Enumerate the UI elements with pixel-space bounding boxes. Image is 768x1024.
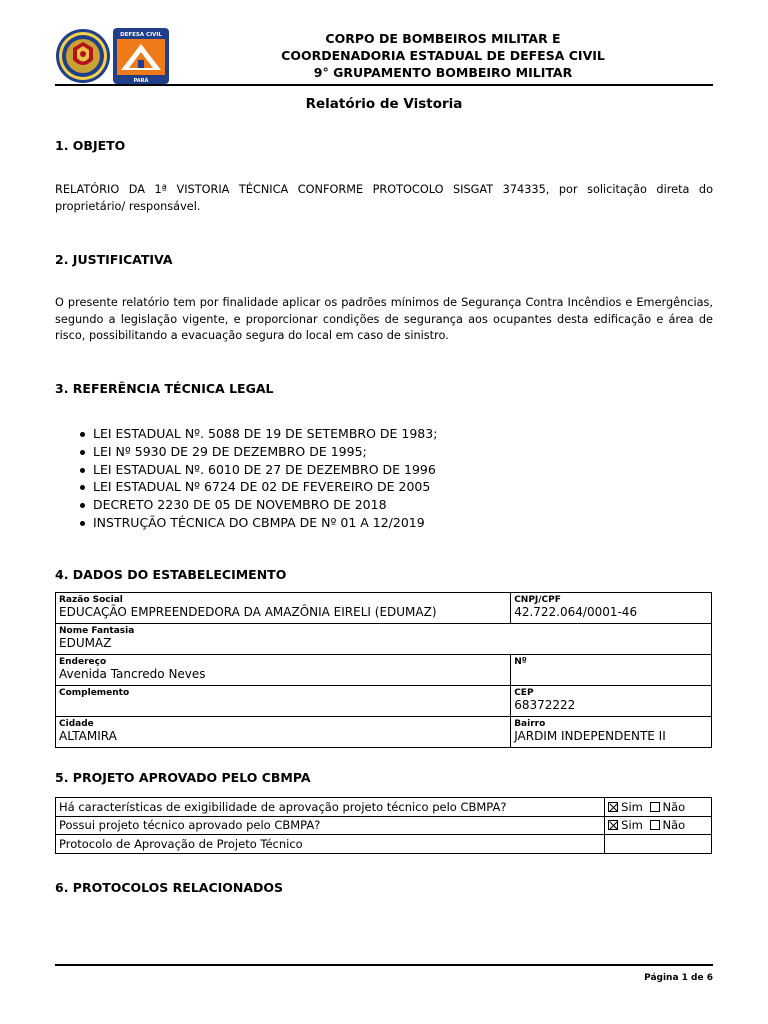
approval-question-cell: Protocolo de Aprovação de Projeto Técnico [56,835,605,854]
section-3-title: 3. REFERÊNCIA TÉCNICA LEGAL [55,381,274,396]
section-2-text: O presente relatório tem por finalidade aplicar os padrões mínimos de Segurança Contra Incêndios e Emergências, segundo a legislação vigente, e proporcionar condições de segurança aos ocupantes desta edificação e área de risco, possibilitando a evacuação segura do local em caso de sinistro. [55,296,713,342]
legal-references-list [78,425,437,532]
page-number: Página 1 de 6 [644,973,713,983]
table-row [56,816,712,835]
complemento-label: Complemento [59,688,130,698]
bairro-cell [511,717,712,748]
header-line-1: CORPO DE BOMBEIROS MILITAR E [325,31,561,46]
cep-value: 68372222 [514,698,576,712]
list-item: LEI ESTADUAL Nº 6724 DE 02 DE FEVEREIRO DE 2005 [78,478,437,496]
cep-label: CEP [514,688,534,698]
header-line-3: 9° GRUPAMENTO BOMBEIRO MILITAR [313,65,573,80]
bombeiros-emblem-logo [55,28,111,84]
section-1-text: RELATÓRIO DA 1ª VISTORIA TÉCNICA CONFORME PROTOCOLO SISGAT 374335, por solicitação direta do proprietário/ responsável. [55,183,713,213]
nome-fantasia-value: EDUMAZ [59,636,112,650]
cidade-cell [56,717,511,748]
yes-label: Sim [621,818,643,833]
footer-divider [55,964,713,966]
table-row [56,798,712,817]
list-item: DECRETO 2230 DE 05 DE NOVEMBRO DE 2018 [78,496,437,514]
approval-answer-cell [605,816,712,835]
section-2-title: 2. JUSTIFICATIVA [55,252,173,267]
no-checkbox[interactable] [650,820,660,830]
institution-heading [173,30,713,81]
cnpj-cell [511,593,712,624]
section-1-title: 1. OBJETO [55,138,126,153]
cep-cell [511,686,712,717]
header-logos [55,28,173,84]
report-title: Relatório de Vistoria [305,96,463,112]
yes-label: Sim [621,799,643,814]
cidade-value: ALTAMIRA [59,729,117,743]
list-item: LEI ESTADUAL Nº. 6010 DE 27 DE DEZEMBRO DE 1996 [78,461,437,479]
yes-checkbox-checked[interactable] [608,802,618,812]
endereco-value: Avenida Tancredo Neves [59,667,206,681]
table-row [56,655,712,686]
document-header [55,28,713,86]
section-6-title: 6. PROTOCOLOS RELACIONADOS [55,880,284,895]
no-checkbox[interactable] [650,802,660,812]
no-label: Não [662,799,686,814]
establishment-table [55,592,712,748]
protocol-value-cell [605,835,712,854]
project-approval-table [55,797,712,854]
numero-label: Nº [514,657,527,667]
table-row [56,717,712,748]
numero-cell [511,655,712,686]
section-5-title: 5. PROJETO APROVADO PELO CBMPA [55,770,311,785]
approval-question-cell: Possui projeto técnico aprovado pelo CBMPA? [56,816,605,835]
yes-checkbox-checked[interactable] [608,820,618,830]
razao-social-cell [56,593,511,624]
table-row [56,686,712,717]
table-row [56,624,712,655]
complemento-cell [56,686,511,717]
svg-text:PARÁ: PARÁ [133,78,149,84]
table-row [56,593,712,624]
cidade-label: Cidade [59,719,94,729]
no-label: Não [662,818,686,833]
section-4-title: 4. DADOS DO ESTABELECIMENTO [55,567,287,582]
table-row [56,835,712,854]
approval-question-cell: Há características de exigibilidade de aprovação projeto técnico pelo CBMPA? [56,798,605,817]
endereco-cell [56,655,511,686]
nome-fantasia-label: Nome Fantasia [59,626,135,636]
razao-social-value: EDUCAÇÃO EMPREENDEDORA DA AMAZÔNIA EIRELI (EDUMAZ) [59,605,437,619]
nome-fantasia-cell [56,624,712,655]
endereco-label: Endereço [59,657,107,667]
defesa-civil-logo [113,28,169,84]
list-item: INSTRUÇÃO TÉCNICA DO CBMPA DE Nº 01 A 12/2019 [78,514,437,532]
header-line-2: COORDENADORIA ESTADUAL DE DEFESA CIVIL [281,48,605,63]
approval-answer-cell [605,798,712,817]
svg-text:DEFESA CIVIL: DEFESA CIVIL [120,32,162,38]
bairro-label: Bairro [514,719,546,729]
list-item: LEI Nº 5930 DE 29 DE DEZEMBRO DE 1995; [78,443,437,461]
cnpj-value: 42.722.064/0001-46 [514,605,638,619]
bairro-value: JARDIM INDEPENDENTE II [514,729,666,743]
razao-social-label: Razão Social [59,595,123,605]
cnpj-label: CNPJ/CPF [514,595,561,605]
list-item: LEI ESTADUAL Nº. 5088 DE 19 DE SETEMBRO DE 1983; [78,425,437,443]
